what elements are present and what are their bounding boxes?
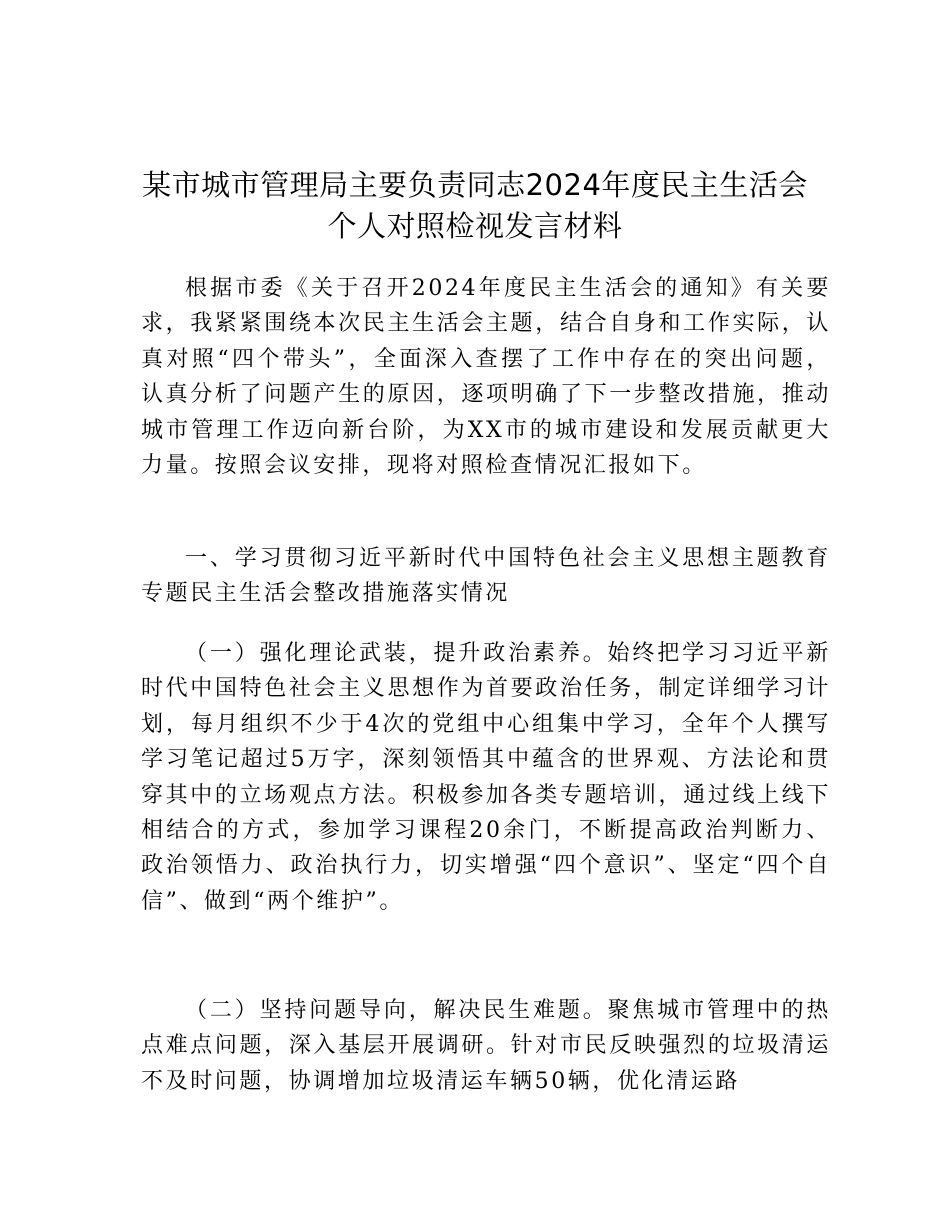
section-heading: 一、学习贯彻习近平新时代中国特色社会主义思想主题教育专题民主生活会整改措施落实情况 bbox=[141, 546, 831, 607]
intro-paragraph: 根据市委《关于召开2024年度民主生活会的通知》有关要求，我紧紧围绕本次民主生活会主题，结合自身和工作实际，认真对照“四个带头”，全面深入查摆了工作中存在的突出问题，认真分析了问题产生的原因，逐项明确了下一步整改措施，推动城市管理工作迈向新台阶，为XX市的城市建设和发展贡献更大力量。按照会议安排，现将对照检查情况汇报如下。 bbox=[141, 276, 831, 479]
document-title: 某市城市管理局主要负责同志2024年度民主生活会个人对照检视发言材料 bbox=[142, 168, 808, 243]
item-paragraph-2: （二）坚持问题导向，解决民生难题。聚焦城市管理中的热点难点问题，深入基层开展调研。针对市民反映强烈的垃圾清运不及时问题，协调增加垃圾清运车辆50辆，优化清运路 bbox=[141, 998, 831, 1094]
item-paragraph-1: （一）强化理论武装，提升政治素养。始终把学习习近平新时代中国特色社会主义思想作为首要政治任务，制定详细学习计划，每月组织不少于4次的党组中心组集中学习，全年个人撰写学习笔记超过5万字，深刻领悟其中蕴含的世界观、方法论和贯穿其中的立场观点方法。积极参加各类专题培训，通过线上线下相结合的方式，参加学习课程20余门，不断提高政治判断力、政治领悟力、政治执行力，切实增强“四个意识”、坚定“四个自信”、做到“两个维护”。 bbox=[141, 641, 831, 914]
